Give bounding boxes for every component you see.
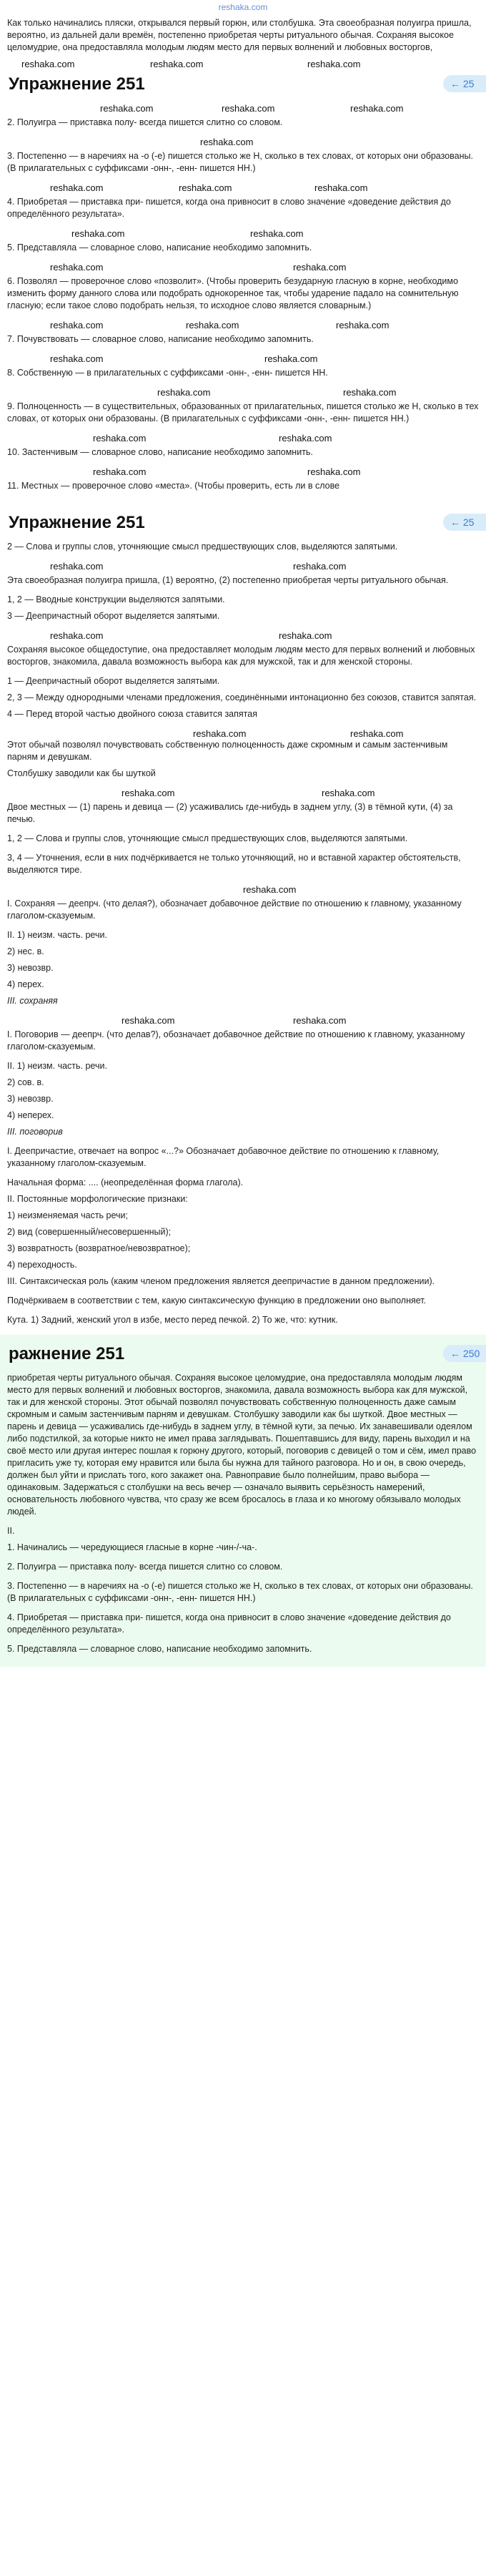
watermark: reshaka.com (93, 433, 147, 444)
block: 3) возвратность (возвратное/невозвратное); (7, 1243, 191, 1253)
prev-exercise-button[interactable]: ← 25 (443, 514, 486, 531)
watermark: reshaka.com (93, 466, 147, 477)
watermark: reshaka.com (293, 1015, 347, 1026)
site-url[interactable]: reshaka.com (218, 2, 268, 12)
watermark-row (7, 261, 479, 271)
block: 2) вид (совершенный/несовершенный); (7, 1227, 172, 1237)
section-3 (0, 1335, 486, 1667)
block: 3) невозвр. (7, 963, 54, 973)
item: 1. Начинались — чередующиеся гласные в корне -чин-/-ча-. (7, 1542, 257, 1552)
block: Двое местных — (1) парень и девица — (2) усаживались где-нибудь в заднем углу, (3) в тёмной кути, (4) за печью. (7, 802, 453, 824)
watermark: reshaka.com (193, 728, 247, 739)
block: II. 1) неизм. часть. речи. (7, 930, 107, 940)
item: 2. Полуигра — приставка полу- всегда пишется слитно со словом. (7, 1562, 283, 1572)
block: 3 — Деепричастный оборот выделяется запятыми. (7, 611, 220, 621)
watermark-row (7, 227, 479, 237)
block: Начальная форма: .... (неопределённая форма глагола). (7, 1177, 244, 1187)
watermark-row (7, 136, 479, 146)
watermark: reshaka.com (350, 728, 404, 739)
item: 3. Постепенно — в наречиях на -о (-е) пишется столько же Н, сколько в тех словах, от которых они образованы. (В прилагательных с суффиксами -онн-, -енн- пишется НН.) (7, 1581, 473, 1603)
block: 2 — Слова и группы слов, уточняющие смысл предшествующих слов, выделяются запятыми. (7, 542, 398, 552)
block: 1) неизменяемая часть речи; (7, 1210, 128, 1220)
watermark-row (7, 560, 479, 570)
block: 4) переходность. (7, 1260, 77, 1270)
block: Столбушку заводили как бы шуткой (7, 768, 156, 778)
watermark: reshaka.com (157, 387, 211, 398)
block: I. Поговорив — деепрч. (что делав?), обозначает добавочное действие по отношению к главному, указанному глаголом-сказуемым. (7, 1029, 465, 1052)
watermark: reshaka.com (50, 262, 104, 273)
block: 3) невозвр. (7, 1094, 54, 1104)
block: 1 — Деепричастный оборот выделяется запятыми. (7, 676, 220, 686)
item: 5. Представляла — словарное слово, написание необходимо запомнить. (7, 243, 312, 253)
watermark: reshaka.com (100, 103, 154, 114)
watermark: reshaka.com (50, 353, 104, 364)
block: Сохраняя высокое общедоступие, она предоставляет молодым людям место для первых волнений и любовных восторгов, знакомила, давала возможность выбора как для мужской, так и для женской стороны. (7, 645, 475, 667)
item: 9. Полноценность — в существительных, образованных от прилагательных, пишется столько же Н, сколько в тех словах, от которых они образованы. (В прилагательных с суффиксами -онн-, -енн- пишется НН.) (7, 401, 479, 423)
block: 2) нес. в. (7, 946, 44, 956)
block: 2) сов. в. (7, 1077, 44, 1087)
item: II. (7, 1526, 15, 1536)
watermark-row (7, 102, 479, 112)
watermark: reshaka.com (50, 630, 104, 641)
watermark: reshaka.com (293, 262, 347, 273)
block: I. Сохраняя — деепрч. (что делая?), обозначает добавочное действие по отношению к главному, указанному глаголом-сказуемым. (7, 898, 462, 921)
item: 5. Представляла — словарное слово, написание необходимо запомнить. (7, 1644, 312, 1654)
block: Эта своеобразная полуигра пришла, (1) вероятно, (2) постепенно приобретая черты ритуального обычая. (7, 575, 449, 585)
item: 6. Позволял — проверочное слово «позволит». (Чтобы проверить безударную гласную в корне, необходимо изменить форму данного слова или подобрать однокоренное так, чтобы ударение падало на сомнительную гласную; если такое слово подобрать нельзя, то исходное слово является словарным.) (7, 276, 459, 310)
block: III. поговорив (7, 1127, 63, 1137)
block: 4 — Перед второй частью двойного союза ставится запятая (7, 709, 257, 719)
watermark-row (7, 319, 479, 329)
watermark-row (7, 432, 479, 442)
block: III. Синтаксическая роль (каким членом предложения является деепричастие в данном предложении). (7, 1276, 435, 1286)
prev-exercise-button[interactable]: ← 250 (443, 1345, 486, 1362)
block: 1, 2 — Слова и группы слов, уточняющие смысл предшествующих слов, выделяются запятыми. (7, 833, 408, 843)
block: II. 1) неизм. часть. речи. (7, 1061, 107, 1071)
text-paragraph: приобретая черты ритуального обычая. Сохраняя высокое целомудрие, она предоставляла молодым людям место для первых волнений и любовных восторгов, знакомила, давала возможность выбора как для мужской, так и для женской стороны. Этот обычай позволял почувствовать собственную полноценность даже самым скромным и самым застенчивым парням и девушкам. Столбушку заводили как бы шуткой. Двое местных — парень и девица — усаживались где-нибудь в заднем углу, в тёмной кути, за печью. Их занавешивали одеялом либо подстилкой, за которые никто не имел права заглядывать. Пошептавшись для виду, парень выходил и на своё место или другая интерес пошлая к горюну другого, который, поговорив с девицей о том и сём, имел право пригласить уже ту, которая ему нравится или была бы нужна для тайного разговора. Но и он, в свою очередь, должен был уйти и прислать того, кого закажет она. Равноправие было полнейшим, право выбора — одинаковым. Задержаться с столбушки на весь вечер — означало выявить серьёзность намерений, основательность любовного чувства, что сразу же всем бросалось в глаза и ко многому обязывало молодых людей. (7, 1373, 477, 1517)
block: Кута. 1) Задний, женский угол в избе, место перед печкой. 2) То же, что: кутник. (7, 1315, 338, 1325)
watermark: reshaka.com (336, 320, 390, 330)
watermark: reshaka.com (279, 433, 332, 444)
watermark-row (7, 728, 479, 738)
watermark: reshaka.com (50, 182, 104, 193)
watermark: reshaka.com (293, 561, 347, 572)
watermark: reshaka.com (186, 320, 239, 330)
watermark: reshaka.com (322, 788, 375, 798)
watermark: reshaka.com (21, 59, 75, 69)
prev-exercise-button[interactable]: ← 25 (443, 75, 486, 92)
watermark-row (7, 630, 479, 640)
watermark-row (7, 386, 479, 396)
watermark: reshaka.com (122, 1015, 175, 1026)
watermark: reshaka.com (150, 59, 204, 69)
block: 1, 2 — Вводные конструкции выделяются запятыми. (7, 594, 225, 604)
watermark: reshaka.com (243, 884, 297, 895)
item: 2. Полуигра — приставка полу- всегда пишется слитно со словом. (7, 117, 283, 127)
block: Подчёркиваем в соответствии с тем, какую синтаксическую функцию в предложении оно выполняет. (7, 1296, 427, 1306)
watermark: reshaka.com (250, 228, 304, 239)
watermark-row (7, 353, 479, 363)
block: Этот обычай позволял почувствовать собственную полноценность даже скромным и самым застенчивым парням и девушкам. (7, 740, 448, 762)
watermark: reshaka.com (314, 182, 368, 193)
block: 4) неперех. (7, 1110, 54, 1120)
watermark: reshaka.com (50, 320, 104, 330)
item: 4. Приобретая — приставка при- пишется, когда она привносит в слово значение «доведение действия до определённого результата». (7, 1612, 451, 1635)
watermark: reshaka.com (222, 103, 275, 114)
block: III. сохраняя (7, 996, 58, 1006)
item: 3. Постепенно — в наречиях на -о (-е) пишется столько же Н, сколько в тех словах, от которых они образованы. (В прилагательных с суффиксами -онн-, -енн- пишется НН.) (7, 151, 473, 173)
exercise-header (7, 511, 479, 535)
exercise-header (7, 1342, 479, 1366)
exercise-title: ражнение 251 (9, 1344, 125, 1363)
watermark: reshaka.com (200, 137, 254, 147)
watermark: reshaka.com (179, 182, 232, 193)
watermark-row (7, 883, 479, 893)
watermark: reshaka.com (71, 228, 125, 239)
watermark-row (7, 466, 479, 476)
watermark-row (7, 182, 479, 192)
watermark-row (7, 1014, 479, 1024)
watermark: reshaka.com (307, 59, 361, 69)
exercise-header (7, 72, 479, 97)
item: 8. Собственную — в прилагательных с суффиксами -онн-, -енн- пишется НН. (7, 368, 328, 378)
exercise-title: Упражнение 251 (9, 513, 145, 532)
watermark: reshaka.com (264, 353, 318, 364)
block: 2, 3 — Между однородными членами предложения, соединёнными интонационно без союзов, ставится запятая. (7, 692, 477, 702)
item: 7. Почувствовать — словарное слово, написание необходимо запомнить. (7, 334, 314, 344)
item: 11. Местных — проверочное слово «места». (Чтобы проверить, есть ли в слове (7, 481, 340, 491)
section-2 (0, 504, 486, 1335)
watermark: reshaka.com (50, 561, 104, 572)
watermark: reshaka.com (307, 466, 361, 477)
block: I. Деепричастие, отвечает на вопрос «...?» Обозначает добавочное действие по отношению к главному, указанному глаголом-сказуемым. (7, 1146, 440, 1168)
watermark: reshaka.com (122, 788, 175, 798)
block: 4) перех. (7, 979, 44, 989)
watermark-row (7, 787, 479, 797)
watermark: reshaka.com (279, 630, 332, 641)
item: 4. Приобретая — приставка при- пишется, когда она привносит в слово значение «доведение действия до определённого результата». (7, 197, 451, 219)
watermark-row (7, 58, 479, 68)
watermark: reshaka.com (343, 387, 397, 398)
block: 3, 4 — Уточнения, если в них подчёркивается не только уточняющий, но и вставной характер обстоятельств, выделяются тире. (7, 853, 461, 875)
exercise-title: Упражнение 251 (9, 74, 145, 94)
intro-text: Как только начинались пляски, открывался первый горюн, или столбушка. Эта своеобразная полуигра пришла, вероятно, из дальней дали времён, постепенно приобретая черты ритуального обычая. Сохраняя высокое целомудрие, она предоставляла молодым людям место для первых волнений и любовных восторгов, (7, 18, 472, 52)
section-1 (0, 13, 486, 504)
item: 10. Застенчивым — словарное слово, написание необходимо запомнить. (7, 447, 313, 457)
watermark: reshaka.com (350, 103, 404, 114)
block: II. Постоянные морфологические признаки: (7, 1194, 188, 1204)
